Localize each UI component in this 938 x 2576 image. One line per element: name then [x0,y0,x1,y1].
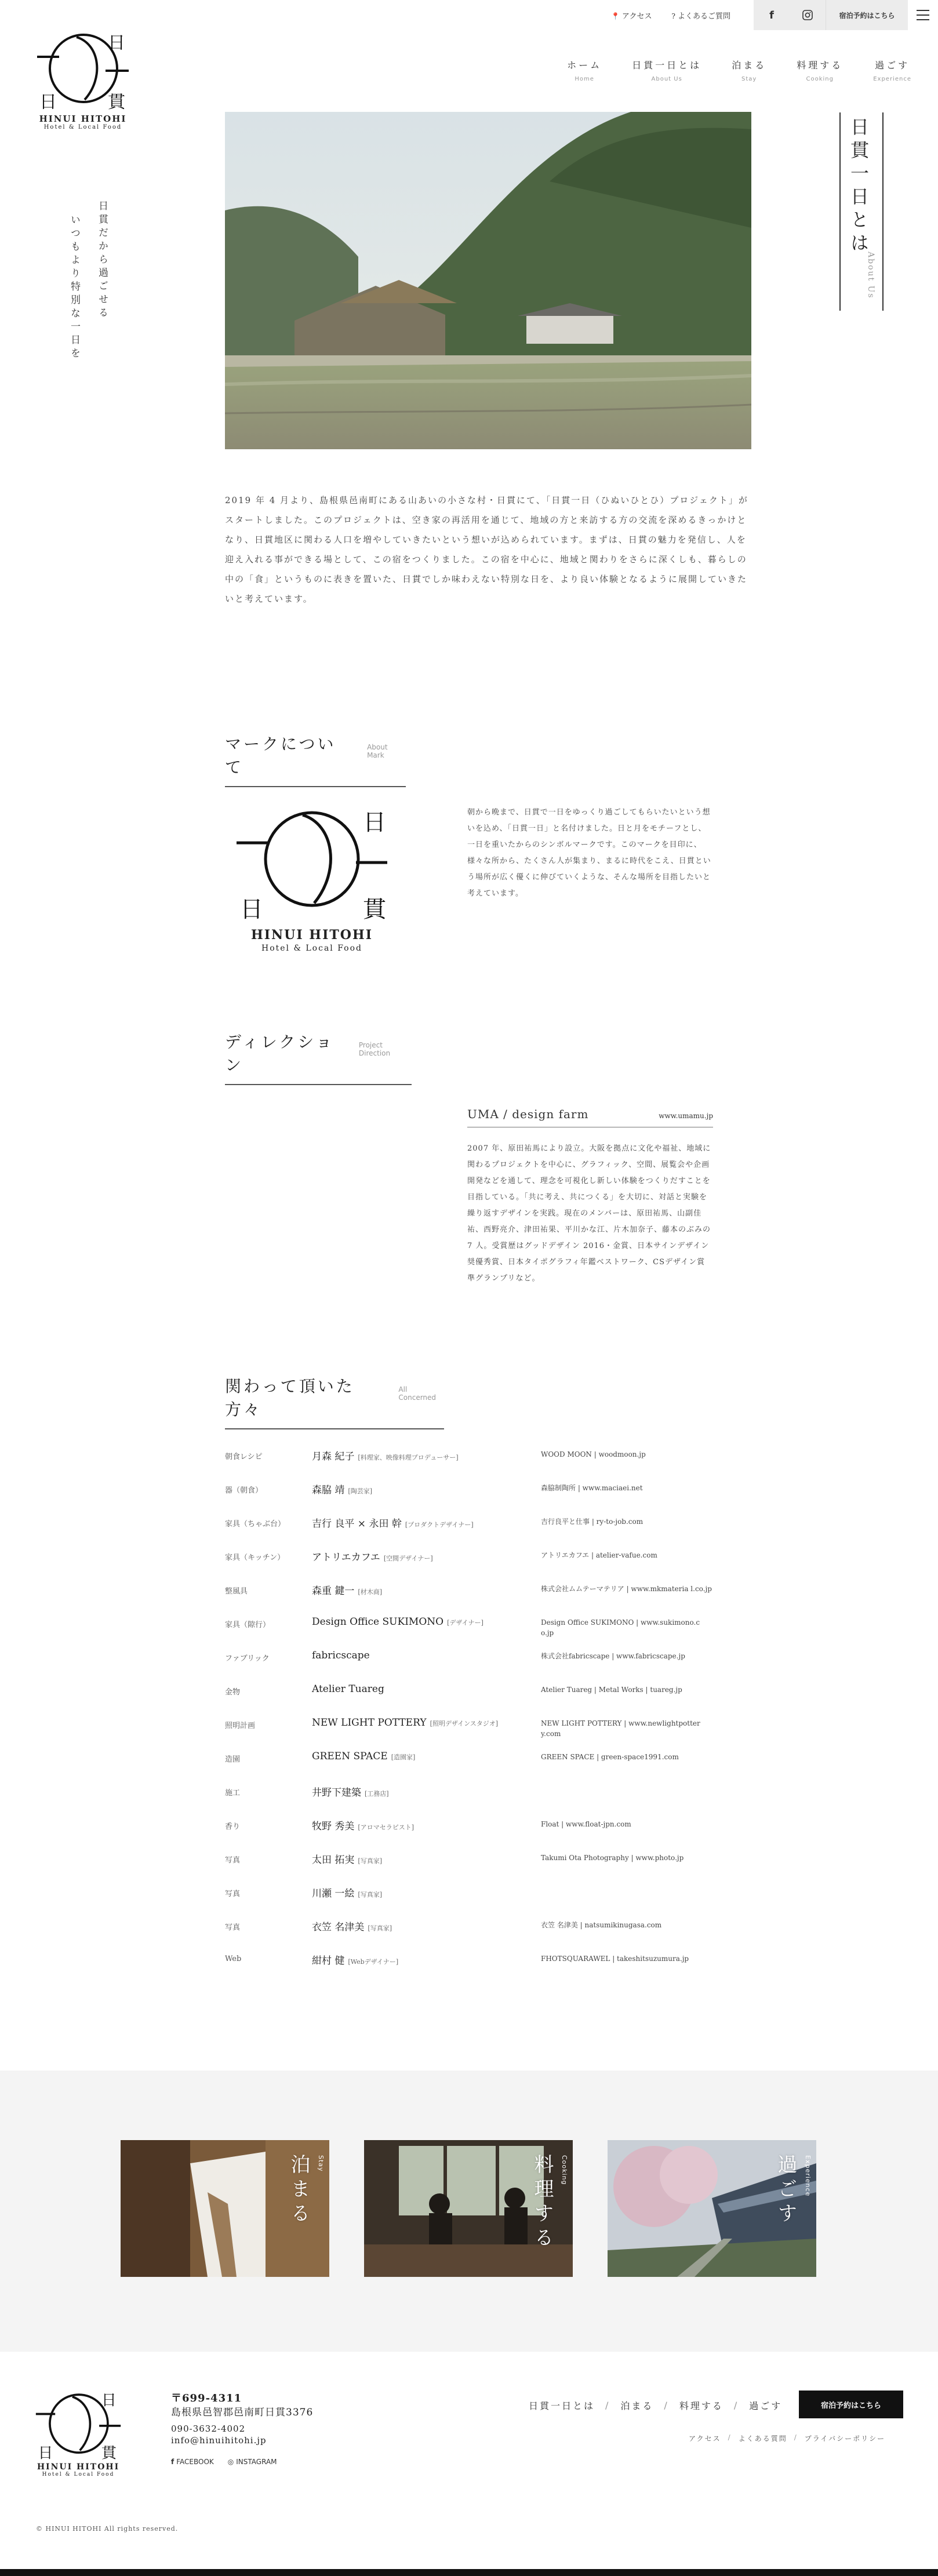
credit-title: [空間デザイナー] [383,1555,433,1562]
svg-text:貫: 貫 [101,2444,117,2462]
footer-address: 島根県邑智郡邑南町日貫3376 [171,2407,314,2418]
credit-role: Web [225,1955,242,1963]
footer-zip: 〒699-4311 [171,2392,242,2404]
credit-title: [Webデザイナー] [348,1958,399,1966]
pin-icon: 📍 [610,12,620,20]
credit-role: 照明計画 [225,1722,256,1730]
nav-experience[interactable]: 過ごす Experience [873,60,911,82]
card-experience[interactable]: 過ごす Experience [608,2140,816,2277]
credit-name: 月森 紀子 [312,1451,355,1462]
page-title-box [839,112,884,311]
credit-link[interactable]: 吉行良平と仕事 | ry-to-job.com [541,1518,643,1526]
table-row [225,1448,747,1482]
credits-heading: 関わって頂いた方々 All Concerned [225,1374,444,1429]
credit-link[interactable]: Atelier Tuareg | Metal Works | tuareg.jp [541,1686,682,1694]
credit-title: [デザイナー] [447,1619,483,1627]
faq-link[interactable]: ? よくあるご質問 [671,12,730,21]
credit-name: 川瀬 一絵 [312,1888,355,1900]
intro-text: 2019 年 4 月より、島根県邑南町にある山あいの小さな村・日貫にて、「日貫一日（ひぬいひとひ）プロジェクト」がスタートしました。このプロジェクトは、空き家の再活用を通じて、地域の方と来訪する方の交流を深めるきっかけとなり、日貫地区に関わる人口を増やしていきたいという想いが込められています。まずは、日貫の魅力を発信し、人を迎え入れる事ができる場として、この宿をつくりました。この宿を中心に、地域と関わりをさらに深くしも、暮らしの中の「食」というものに表きを置いた、日貫でしか味わえない特別な日を、より良い体験となるように展開していきたいと考えています。 [225,495,748,604]
direction-name-row [467,1107,713,1127]
hamburger-menu-icon[interactable] [908,0,938,30]
credit-person [312,1515,541,1530]
credit-person [312,1851,541,1866]
credit-person [312,1717,541,1729]
credit-role: 朝食レシピ [225,1453,263,1461]
credit-name: GREEN SPACE [312,1751,388,1762]
svg-text:日: 日 [39,92,57,112]
credit-link[interactable]: 株式会社ムムテーマテリア | www.mkmateria l.co.jp [541,1585,712,1593]
credit-name: Design Office SUKIMONO [312,1616,444,1628]
side-catch-1: 日貫だから過ごせる [96,201,108,321]
credit-name: 森脇 靖 [312,1485,345,1496]
credit-person [312,1818,541,1832]
credit-role: 施工 [225,1789,241,1798]
credit-name: fabricscape [312,1650,370,1661]
facebook-icon[interactable]: f [769,9,774,21]
credit-person [312,1582,541,1597]
svg-text:日: 日 [38,2444,53,2462]
credit-title: [アロマセラピスト] [358,1824,414,1831]
top-utility-bar [611,0,938,30]
page-title-en: About Us [866,252,875,299]
divider: / [728,2433,732,2442]
divider: / [605,2400,610,2411]
instagram-icon: ◎ [227,2458,234,2466]
footer-privacy-link[interactable]: プライバシーポリシー [804,2435,886,2443]
footer-email[interactable]: info@hinuihitohi.jp [171,2435,267,2446]
nav-cooking[interactable]: 料理する Cooking [797,60,844,82]
table-row [225,1851,747,1885]
table-row [225,1549,747,1582]
direction-url-link[interactable]: www.umamu.jp [659,1112,713,1120]
nav-stay[interactable]: 泊まる Stay [732,60,767,82]
table-row [225,1683,747,1717]
credit-name: 井野下建築 [312,1787,361,1799]
credit-person [312,1919,541,1933]
logo-text: HINUI HITOHI [39,114,127,124]
bottom-bar [0,2569,938,2576]
copyright: © HINUI HITOHI All rights reserved. [36,2525,179,2533]
facebook-icon: f [171,2458,174,2466]
page-title: 日貫一日とは [848,117,870,256]
credit-name: Atelier Tuareg [312,1683,384,1695]
credit-link[interactable]: Takumi Ota Photography | www.photo.jp [541,1854,684,1862]
credit-role: 家具（隙行） [225,1621,271,1629]
credit-role: 家具（キッチン） [225,1553,285,1562]
credit-title: [工務店] [365,1790,389,1798]
access-link[interactable]: 📍 アクセス [610,12,652,21]
credit-link[interactable]: 森脇制陶所 | www.maciaei.net [541,1484,643,1492]
footer-contact [171,2393,313,2446]
svg-text:日: 日 [363,809,386,836]
footer-access-link[interactable]: アクセス [689,2435,721,2443]
credit-person [312,1448,541,1462]
side-catch-2: いつもより特別な一日を [68,214,80,361]
credit-name: NEW LIGHT POTTERY [312,1717,427,1729]
credit-role: ファブリック [225,1654,270,1663]
credit-link[interactable]: GREEN SPACE | green-space1991.com [541,1753,679,1761]
credit-role: 香り [225,1822,241,1831]
footer-logo[interactable]: 日 日 貫 HINUI HITOHI Hotel & Local Food [35,2387,122,2477]
svg-text:日: 日 [240,896,263,923]
credit-role: 家具（ちゃぶ台） [225,1520,286,1529]
credit-role: 写真 [225,1856,241,1865]
card-cooking[interactable]: 料理する Cooking [364,2140,573,2277]
credit-person [312,1885,541,1900]
credit-person [312,1650,541,1661]
table-row [225,1919,747,1952]
footer-book-button[interactable]: 宿泊予約はこちら [799,2391,903,2418]
footer-instagram-link[interactable]: ◎ INSTAGRAM [227,2458,277,2466]
footer-facebook-link[interactable]: f FACEBOOK [171,2458,214,2466]
credit-link[interactable]: 株式会社fabricscape | www.fabricscape.jp [541,1652,685,1660]
divider: / [794,2433,798,2442]
credit-name: 森重 鍵一 [312,1585,355,1597]
table-row [225,1784,747,1818]
credit-role: 金物 [225,1688,241,1697]
credit-link[interactable]: NEW LIGHT POTTERY | www.newlightpotter y.com [541,1719,700,1738]
svg-text:日: 日 [101,2392,117,2410]
credit-role: 整風具 [225,1587,248,1596]
logo-mark [36,27,130,114]
footer [0,2352,938,2576]
nav-home[interactable]: ホーム Home [567,60,602,82]
table-row [225,1515,747,1549]
credit-name: 衣笠 名津美 [312,1922,365,1933]
credit-link[interactable] [541,1885,715,1886]
svg-text:貫: 貫 [108,92,125,112]
credit-name: 牧野 秀美 [312,1821,355,1832]
credit-name: 紺村 健 [312,1955,345,1967]
credit-person [312,1952,541,1967]
table-row [225,1717,747,1751]
credit-title: [材木商] [358,1588,382,1596]
nav-about[interactable]: 日貫一日とは About Us [632,60,702,82]
credit-person [312,1549,541,1563]
footer-logo-mark [35,2387,122,2462]
table-row [225,1482,747,1515]
credit-title: [写真家] [358,1857,382,1865]
credit-role: 写真 [225,1890,241,1898]
table-row [225,1952,747,1986]
credit-link[interactable]: アトリエカフエ | atelier-vafue.com [541,1551,657,1559]
mark-logo: 日 日 貫 HINUI HITOHI Hotel & Local Food [235,801,388,953]
mark-text: 朝から晩まで、日貫で一日をゆっくり過ごしてもらいたいという想いを込め、「日貫一日」と名付けました。日と月をモチーフとし、一日を重いたからのシンボルマークです。このマークを目印に、様々な所から、たくさん人が集まり、まるに時代をこえ、日貫という場所が広く優くに伸びていくような、そんな場所を目指したいと考えています。 [467,808,711,898]
logo-subtext: Hotel & Local Food [43,124,122,130]
credit-name: 吉行 良平 × 永田 幹 [312,1518,402,1530]
credits-table [225,1448,747,1986]
credit-title: [陶芸家] [348,1487,372,1495]
direction-name: UMA / design farm [467,1107,589,1121]
logo-mark-large [235,801,388,923]
instagram-icon[interactable] [790,0,826,30]
credit-link[interactable]: Design Office SUKIMONO | www.sukimono.c o.jp [541,1618,700,1637]
footer-nav [529,2399,782,2412]
credit-title: [写真家] [358,1891,382,1898]
footer-nav-experience[interactable]: 過ごす [749,2400,783,2411]
credit-link[interactable]: 衣笠 名津美 | natsumikinugasa.com [541,1921,662,1929]
footer-sub-nav [689,2433,885,2443]
credit-link[interactable]: FHOTSQUARAWEL | takeshitsuzumura.jp [541,1955,689,1963]
card-stay[interactable]: 泊まる Stay [121,2140,329,2277]
credit-role: 器（朝食） [225,1486,263,1495]
credit-person [312,1784,541,1799]
credit-person [312,1616,541,1628]
footer-sns [171,2458,277,2466]
footer-nav-stay[interactable]: 泊まる [620,2400,654,2411]
divider: / [733,2400,739,2411]
hero-photo [225,112,751,449]
question-icon: ? [671,12,675,20]
credit-role: 写真 [225,1923,241,1932]
credit-link[interactable]: Float | www.float-jpn.com [541,1820,631,1828]
svg-text:貫: 貫 [363,896,386,923]
credit-role: 造園 [225,1755,241,1764]
credit-title: [プロダクトデザイナー] [405,1521,474,1529]
credit-title: [料理家、映像料理プロデューサー] [358,1454,459,1461]
table-row [225,1818,747,1851]
credit-title: [造園家] [391,1753,416,1761]
credit-link[interactable]: WOOD MOON | woodmoon.jp [541,1450,646,1458]
credit-name: アトリエカフエ [312,1552,380,1563]
direction-heading: ディレクション Project Direction [225,1029,412,1085]
footer-nav-cooking[interactable]: 料理する [679,2400,724,2411]
credit-title: [写真家] [368,1924,392,1932]
credit-title: [照明デザインスタジオ] [430,1720,499,1727]
global-nav [567,58,911,82]
footer-faq-link[interactable]: よくある質問 [738,2435,787,2443]
mark-heading: マークについて About Mark [225,732,406,787]
credit-person [312,1751,541,1762]
direction-text: 2007 年、原田祐馬により設立。大阪を拠点に文化や福祉、地域に関わるプロジェクトを中心に、グラフィック、空間、展覧会や企画開発などを通して、理念を可視化し新しい体験をつくりだすことを目指している。「共に考え、共につくる」を大切に、対話と実験を繰り返すデザインを実践。現在のメンバーは、原田祐馬、山副佳祐、西野亮介、津田祐果、平川かな江、片木加奈子、藤本のぶみの 7 人。受賞歴はグッドデザイン 2016・金賞、日本サインデザイン奨優秀賞、日本タイポグラフィ年鑑ベストワーク、CSデザイン賞準グランプリなど。 [467,1144,711,1283]
svg-text:日: 日 [108,33,125,53]
book-button[interactable]: 宿泊予約はこちら [826,0,908,30]
table-row [225,1885,747,1919]
site-logo[interactable] [36,27,130,130]
credit-person [312,1683,541,1695]
credit-name: 太田 拓実 [312,1854,355,1866]
credit-link[interactable] [541,1784,715,1785]
divider: / [664,2400,669,2411]
table-row [225,1650,747,1683]
footer-tel[interactable]: 090-3632-4002 [171,2424,246,2434]
table-row [225,1582,747,1616]
table-row [225,1751,747,1784]
table-row [225,1616,747,1650]
credit-person [312,1482,541,1496]
footer-nav-about[interactable]: 日貫一日とは [529,2400,595,2411]
